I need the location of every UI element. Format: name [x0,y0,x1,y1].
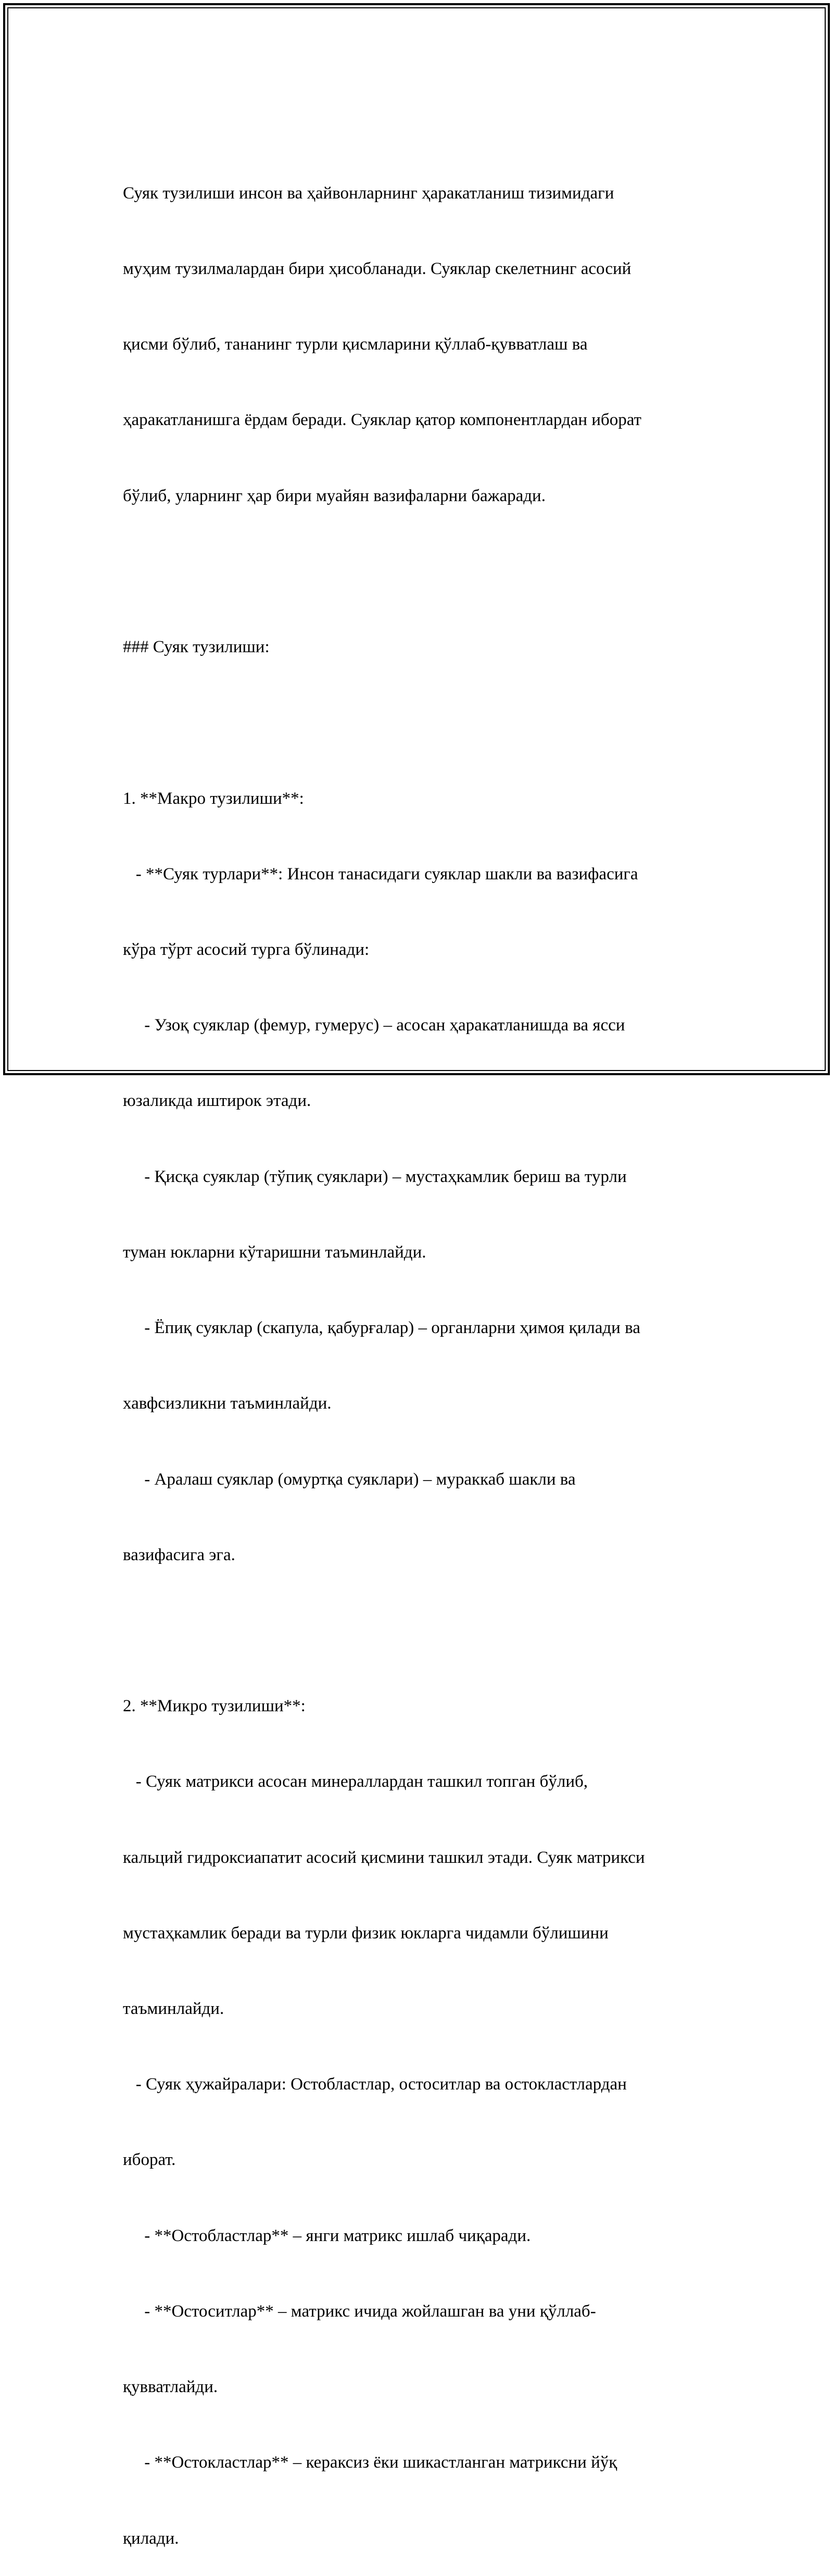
paragraph-line: қисми бўлиб, тананинг турли қисмларини қўллаб-қувватлаш ва [123,335,588,354]
list-item-line: - **Остоситлар** – матрикс ичида жойлашган ва уни қўллаб- [123,2301,596,2321]
paragraph-line: муҳим тузилмалардан бири ҳисобланади. Суяклар скелетнинг асосий [123,259,632,279]
list-item-line: - **Остокластлар** – кераксиз ёки шикастланган матриксни йўқ [123,2453,617,2472]
blank-line [123,559,711,584]
list-item-line: юзаликда иштирок этади. [123,1091,311,1111]
blank-line [123,710,711,735]
list-item-line: - Суяк матрикси асосан минераллардан ташкил топган бўлиб, [123,1772,588,1791]
section-heading: ### Суяк тузилиши: [123,638,270,657]
document-body [123,130,711,2576]
list-item-line: қилади. [123,2529,179,2548]
list-item-line: - **Остобластлар** – янги матрикс ишлаб чиқаради. [123,2226,531,2245]
list-item-heading: 2. **Микро тузилиши**: [123,1697,306,1716]
list-item-heading: 1. **Макро тузилиши**: [123,789,304,808]
list-item-line: қувватлайди. [123,2378,218,2397]
list-item-line: - Суяк ҳужайралари: Остобластлар, остоситлар ва остокластлардан [123,2075,627,2094]
list-item-line: вазифасига эга. [123,1545,235,1564]
list-item-line: - Аралаш суяклар (омуртқа суяклари) – мураккаб шакли ва [123,1470,576,1489]
list-item-line: мустаҳкамлик беради ва турли физик юкларга чидамли бўлишини [123,1923,609,1943]
list-item-line: кальций гидроксиапатит асосий қисмини ташкил этади. Суяк матрикси [123,1848,645,1867]
blank-line [123,1618,711,1643]
list-item-line: - Узоқ суяклар (фемур, гумерус) – асосан ҳаракатланишда ва ясси [123,1016,625,1035]
list-item-line: таъминлайди. [123,1999,224,2019]
paragraph-line: ҳаракатланишга ёрдам беради. Суяклар қатор компонентлардан иборат [123,410,641,430]
list-item-line: - **Суяк турлари**: Инсон танасидаги суяклар шакли ва вазифасига [123,864,638,883]
list-item-line: - Ёпиқ суяклар (скапула, қабурғалар) – органларни ҳимоя қилади ва [123,1318,640,1338]
paragraph-line: бўлиб, уларнинг ҳар бири муайян вазифаларни бажаради. [123,486,546,505]
list-item-line: - Қисқа суяклар (тўпиқ суяклари) – мустаҳкамлик бериш ва турли [123,1167,627,1186]
list-item-line: туман юкларни кўтаришни таъминлайди. [123,1242,426,1262]
list-item-line: кўра тўрт асосий турга бўлинади: [123,940,370,959]
paragraph-line: Суяк тузилиши инсон ва ҳайвонларнинг ҳаракатланиш тизимидаги [123,183,614,203]
list-item-line: хавфсизликни таъминлайди. [123,1394,332,1413]
list-item-line: иборат. [123,2150,176,2170]
